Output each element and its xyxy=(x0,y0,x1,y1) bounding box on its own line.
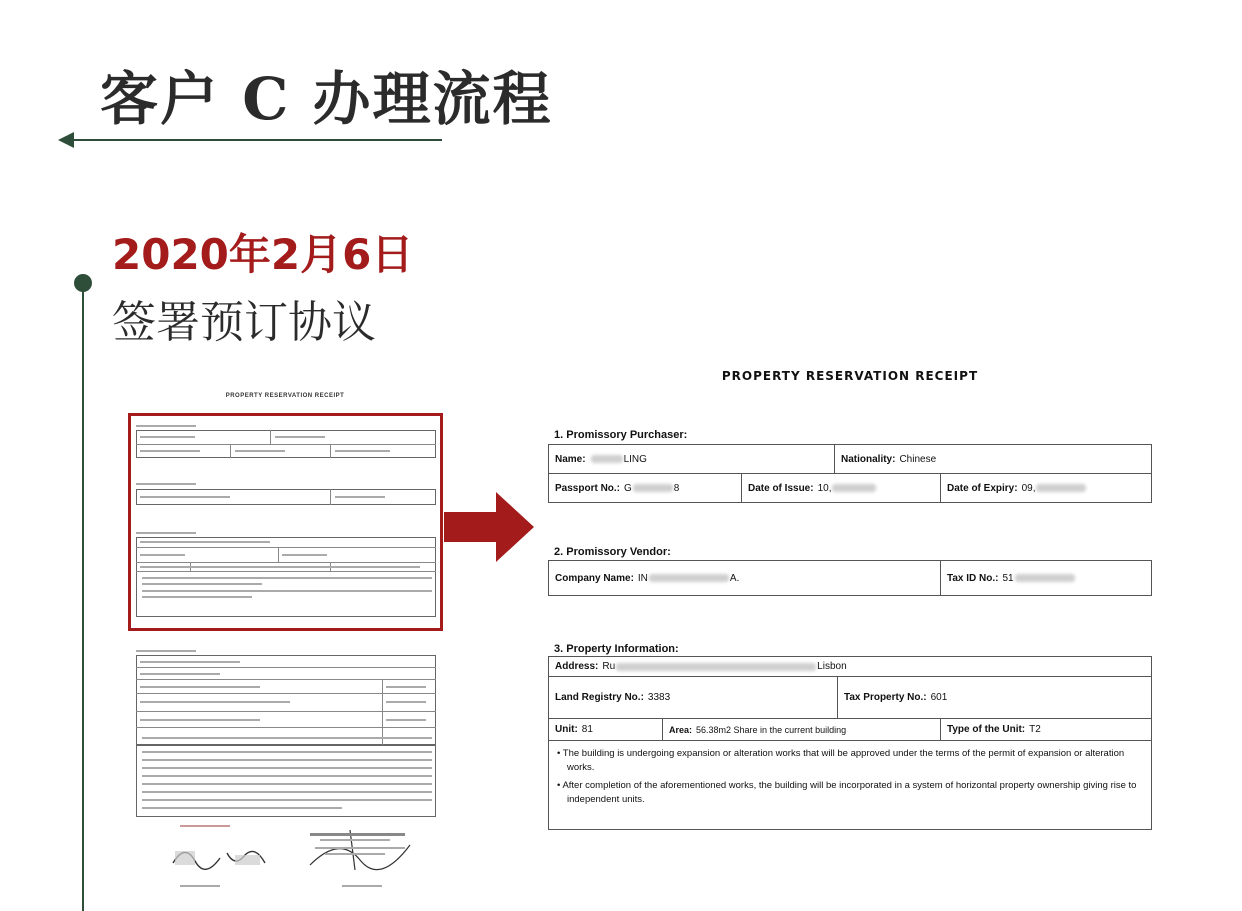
property-notes xyxy=(548,740,1152,830)
timeline-step-title: 签署预订协议 xyxy=(112,297,376,348)
note-horizontal-property: • After completion of the aforementioned works, the building will be incorporated in a system of horizontal property ownership giving rise to independent units. xyxy=(557,780,1137,805)
passport-prefix: G xyxy=(624,482,632,494)
passport-suffix: 8 xyxy=(673,482,680,494)
page-title: 客户 C 办理流程 xyxy=(100,65,553,133)
expiry-date-prefix: 09, xyxy=(1021,482,1036,494)
tax-property-label: Tax Property No.: xyxy=(844,692,927,703)
redacted-mark xyxy=(649,574,729,582)
purchaser-signature xyxy=(165,833,285,883)
name-label: Name: xyxy=(555,453,586,465)
document-enlarged xyxy=(548,365,1152,835)
company-name-label: Company Name: xyxy=(555,572,634,584)
tax-id-prefix: 51 xyxy=(1002,572,1014,584)
passport-label: Passport No.: xyxy=(555,482,621,494)
property-heading: 3. Property Information: xyxy=(554,643,679,655)
tax-id-label: Tax ID No.: xyxy=(947,572,999,584)
redacted-mark xyxy=(1036,484,1086,492)
company-name-prefix: IN xyxy=(637,572,648,584)
vendor-heading: 2. Promissory Vendor: xyxy=(554,546,671,558)
nationality-label: Nationality: xyxy=(841,453,896,465)
redacted-mark xyxy=(832,484,876,492)
address-suffix: Lisbon xyxy=(817,661,847,672)
land-registry-value: 3383 xyxy=(647,692,671,703)
purchaser-row-1 xyxy=(548,444,1152,474)
unit-type-label: Type of the Unit: xyxy=(947,724,1026,735)
title-underline xyxy=(70,139,442,141)
address-prefix: Ru xyxy=(602,661,616,672)
company-name-suffix: A. xyxy=(729,572,740,584)
document-title: PROPERTY RESERVATION RECEIPT xyxy=(721,369,979,383)
note-expansion: • The building is undergoing expansion or alteration works that will be approved under the terms of the permit of expansion or alteration works. xyxy=(557,748,1125,773)
redacted-mark xyxy=(1015,574,1075,582)
vendor-row xyxy=(548,560,1152,596)
unit-label: Unit: xyxy=(555,724,578,735)
unit-row xyxy=(548,718,1152,741)
timeline-dot xyxy=(74,274,92,292)
address-row xyxy=(548,656,1152,677)
redacted-mark xyxy=(616,663,816,671)
name-value: LING xyxy=(623,453,647,465)
document-thumbnail xyxy=(120,385,450,895)
thumbnail-title: PROPERTY RESERVATION RECEIPT xyxy=(225,393,345,399)
redacted-mark xyxy=(633,484,673,492)
purchaser-row-2 xyxy=(548,473,1152,503)
unit-value: 81 xyxy=(581,724,593,735)
expiry-date-label: Date of Expiry: xyxy=(947,482,1018,494)
timeline-date: 2020年2月6日 xyxy=(112,230,414,279)
address-label: Address: xyxy=(555,661,599,672)
tax-property-value: 601 xyxy=(930,692,948,703)
purchaser-heading: 1. Promissory Purchaser: xyxy=(554,429,688,441)
vendor-signature xyxy=(300,825,420,885)
area-label: Area: xyxy=(669,724,693,735)
arrow-left-icon xyxy=(58,132,74,148)
issue-date-label: Date of Issue: xyxy=(748,482,814,494)
land-registry-label: Land Registry No.: xyxy=(555,692,644,703)
issue-date-prefix: 10, xyxy=(817,482,832,494)
nationality-value: Chinese xyxy=(899,453,937,465)
timeline-line xyxy=(82,284,84,911)
area-value: 56.38m2 Share in the current building xyxy=(696,724,847,735)
registry-row xyxy=(548,676,1152,719)
redacted-mark xyxy=(591,455,623,463)
arrow-right-icon xyxy=(444,492,536,562)
unit-type-value: T2 xyxy=(1029,724,1041,735)
